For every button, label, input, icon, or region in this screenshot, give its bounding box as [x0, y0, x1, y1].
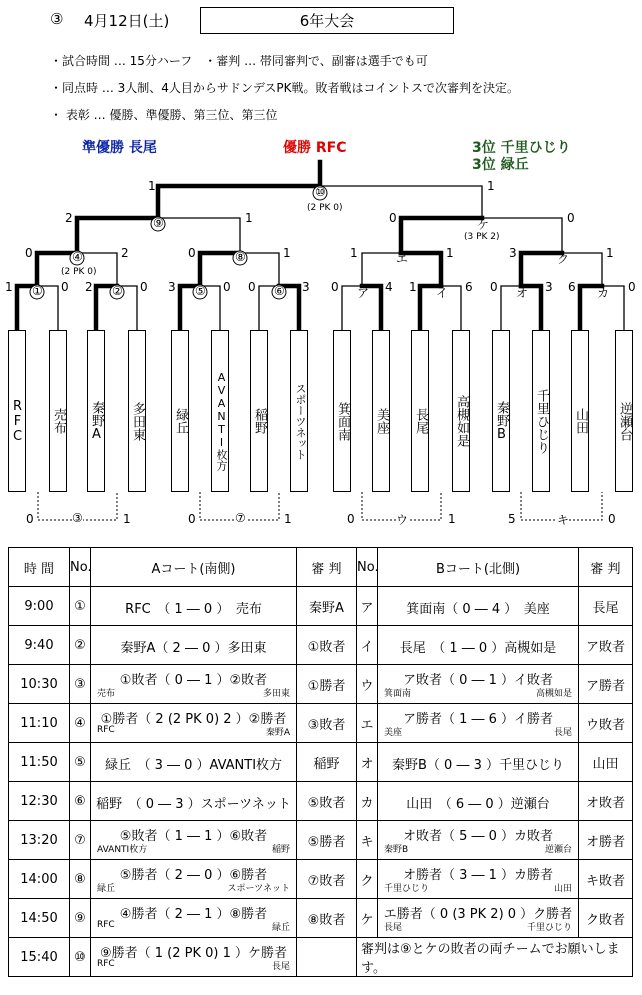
match-team-name: 千里ひじり: [384, 884, 430, 894]
court-a-match: [91, 860, 297, 899]
pk-final: (2 PK 0): [307, 203, 343, 213]
score: 2: [65, 211, 73, 225]
match-team-name: RFC: [97, 725, 115, 735]
score: 0: [188, 246, 196, 260]
third-place-1-label: 3位 千里ひじり: [472, 140, 571, 156]
team-box: 多田東: [128, 330, 146, 492]
match-text: オ勝者（ 3 ― 1 ）カ勝者: [402, 868, 554, 883]
tournament-date: 4月12日(土): [84, 12, 170, 30]
referee-b: 長尾: [579, 587, 633, 626]
tournament-number: ③: [50, 10, 64, 28]
team-box: 箕面南: [333, 330, 351, 492]
match-label-ka: カ: [597, 286, 610, 300]
team-box: 山田: [571, 330, 589, 492]
match-text: ア敗者（ 0 ― 1 ）イ敗者: [402, 673, 554, 688]
referee-a: ⑦敗者: [297, 860, 357, 899]
match-team-name: RFC: [97, 920, 115, 930]
score: 3: [545, 280, 553, 294]
match-team-name: 多田東: [262, 689, 290, 699]
final-referee-note: 審判は⑨とケの敗者の両チームでお願いします。: [357, 938, 633, 977]
match-number-b: オ: [357, 743, 378, 782]
score: 1: [148, 179, 156, 193]
match-team-name: 秦野B: [384, 845, 409, 855]
col-header-time: 時 間: [9, 548, 70, 587]
time-cell: 14:50: [9, 899, 70, 938]
match-text: 稲野 （ 0 ― 3 ）スポーツネット: [96, 796, 291, 812]
court-a-match: [91, 821, 297, 860]
table-row: [9, 860, 633, 899]
score: 1: [284, 512, 292, 526]
referee-b: ア敗者: [579, 626, 633, 665]
match-number-b: キ: [357, 821, 378, 860]
team-box: 美座: [372, 330, 390, 492]
match-number-a: ③: [70, 665, 91, 704]
score: 1: [409, 280, 417, 294]
match-text: 山田 （ 6 ― 0 ）逆瀬台: [406, 796, 550, 812]
score: 0: [25, 246, 33, 260]
team-box: RFC: [8, 330, 26, 492]
score: 2: [121, 246, 129, 260]
court-a-match: [91, 626, 297, 665]
referee-b: ク敗者: [579, 899, 633, 938]
match-team-name: 秦野A: [265, 728, 290, 738]
court-b-match: [378, 860, 579, 899]
court-a-match: [91, 899, 297, 938]
court-a-match: [91, 782, 297, 821]
match-number-b: エ: [357, 704, 378, 743]
score: 6: [465, 280, 473, 294]
score: 0: [26, 512, 34, 526]
col-header-referee-b: 審 判: [579, 548, 633, 587]
match-label-2: ②: [112, 284, 123, 298]
court-b-match: [378, 665, 579, 704]
third-place-2-label: 3位 緑丘: [472, 157, 529, 173]
score: 4: [385, 280, 393, 294]
match-text: ⑤勝者（ 2 ― 0 ）⑥勝者: [119, 868, 268, 883]
rule-line-2: ・同点時 … 3人制、4人目からサドンデスPK戦。敗者戦はコイントスで次審判を決定。: [50, 81, 520, 95]
table-row: [9, 587, 633, 626]
match-number-a: ⑤: [70, 743, 91, 782]
time-cell: 13:20: [9, 821, 70, 860]
team-box: 売布: [49, 330, 67, 492]
tournament-title: 6年大会: [200, 7, 454, 34]
score: 1: [448, 512, 456, 526]
match-number-a: ②: [70, 626, 91, 665]
col-header-no: No.: [357, 548, 378, 587]
match-label-8: ⑧: [235, 250, 246, 264]
col-header-court-b: Bコート(北側): [378, 548, 579, 587]
match-team-name: 山田: [553, 884, 572, 894]
referee-a: ⑧敗者: [297, 899, 357, 938]
match-label-10: ⑩: [315, 185, 326, 199]
table-row: [9, 665, 633, 704]
court-a-match: [91, 704, 297, 743]
score: 0: [608, 512, 616, 526]
team-box: 秦野B: [492, 330, 510, 492]
match-number-a: ⑨: [70, 899, 91, 938]
match-team-name: スポーツネット: [227, 884, 290, 894]
match-label-5: ⑤: [195, 284, 206, 298]
referee-b: ア勝者: [579, 665, 633, 704]
match-team-name: 長尾: [553, 728, 572, 738]
match-number-a: ⑦: [70, 821, 91, 860]
match-text: 秦野B（ 0 ― 3 ）千里ひじり: [392, 757, 564, 773]
runner-up-label: 準優勝 長尾: [82, 140, 157, 156]
court-b-match: [378, 587, 579, 626]
match-label-9: ⑨: [153, 216, 164, 230]
table-row: [9, 821, 633, 860]
match-team-name: 稲野: [271, 845, 290, 855]
match-team-name: AVANTI枚方: [97, 845, 148, 855]
match-number-a: ⑩: [70, 938, 91, 977]
referee-a: ①敗者: [297, 626, 357, 665]
court-a-match: [91, 665, 297, 704]
match-label-1: ①: [32, 284, 43, 298]
referee-a: ⑤敗者: [297, 782, 357, 821]
pk-match-ke: (3 PK 2): [464, 232, 500, 242]
court-b-match: [378, 821, 579, 860]
match-label-7: ⑦: [235, 511, 246, 525]
team-box: 稲野: [250, 330, 268, 492]
court-b-match: [378, 899, 579, 938]
score: 3: [302, 280, 310, 294]
match-text: ①敗者（ 0 ― 1 ）②敗者: [119, 673, 268, 688]
match-label-6: ⑥: [274, 284, 285, 298]
score: 0: [490, 280, 498, 294]
match-number-b: ク: [357, 860, 378, 899]
score: 0: [140, 280, 148, 294]
match-label-4: ④: [72, 250, 83, 264]
score: 5: [508, 512, 516, 526]
time-cell: 9:00: [9, 587, 70, 626]
time-cell: 15:40: [9, 938, 70, 977]
match-team-name: 緑丘: [97, 884, 116, 894]
team-box: 長尾: [411, 330, 429, 492]
match-label-a: ア: [357, 286, 370, 300]
table-row: [9, 743, 633, 782]
score: 1: [123, 512, 131, 526]
match-text: オ敗者（ 5 ― 0 ）カ敗者: [402, 829, 554, 844]
match-label-e: エ: [396, 252, 409, 266]
time-cell: 9:40: [9, 626, 70, 665]
referee-a: 稲野: [297, 743, 357, 782]
court-a-match: [91, 743, 297, 782]
score: 0: [248, 280, 256, 294]
rule-line-3: ・ 表彰 … 優勝、準優勝、第三位、第三位: [50, 108, 278, 122]
team-box: AVANTI枚方: [211, 330, 229, 492]
winner-label: 優勝 RFC: [283, 140, 347, 156]
court-a-match: [91, 938, 297, 977]
score: 1: [350, 246, 358, 260]
referee-b: キ敗者: [579, 860, 633, 899]
match-number-b: ウ: [357, 665, 378, 704]
match-text: ア勝者（ 1 ― 6 ）イ勝者: [402, 712, 554, 727]
match-number-b: カ: [357, 782, 378, 821]
table-header-row: [9, 548, 633, 587]
match-label-o: オ: [516, 286, 529, 300]
schedule-table: [8, 547, 633, 977]
match-team-name: RFC: [97, 959, 115, 969]
score: 0: [347, 512, 355, 526]
match-text: ④勝者（ 2 ― 1 ）⑧勝者: [119, 907, 268, 922]
match-text: エ勝者（ 0 (3 PK 2) 0 ）ク勝者: [383, 907, 573, 922]
match-team-name: 売布: [97, 689, 116, 699]
table-row: [9, 782, 633, 821]
match-team-name: 逆瀬台: [544, 845, 572, 855]
match-team-name: 高槻如是: [535, 689, 572, 699]
score: 3: [168, 280, 176, 294]
score: 1: [487, 179, 495, 193]
table-row: [9, 938, 633, 977]
court-b-match: [378, 743, 579, 782]
match-team-name: 長尾: [271, 962, 290, 972]
team-box: 緑丘: [171, 330, 189, 492]
match-label-u: ウ: [396, 513, 409, 527]
court-b-match: [378, 626, 579, 665]
referee-a: 秦野A: [297, 587, 357, 626]
match-number-a: ④: [70, 704, 91, 743]
score: 6: [568, 280, 576, 294]
time-cell: 10:30: [9, 665, 70, 704]
team-box: スポーツネット: [290, 330, 308, 492]
court-a-match: [91, 587, 297, 626]
match-number-b: イ: [357, 626, 378, 665]
col-header-court-a: Aコート(南側): [91, 548, 297, 587]
match-text: ⑨勝者（ 1 (2 PK 0) 1 ）ケ勝者: [99, 946, 288, 961]
table-row: [9, 626, 633, 665]
court-b-match: [378, 704, 579, 743]
match-team-name: 千里ひじり: [526, 923, 572, 933]
match-text: 長尾 （ 1 ― 0 ）高槻如是: [399, 640, 557, 656]
team-box: 千里ひじり: [532, 330, 550, 492]
referee-b: オ勝者: [579, 821, 633, 860]
referee-b: 山田: [579, 743, 633, 782]
match-text: 秦野A（ 2 ― 0 ）多田東: [120, 640, 267, 656]
referee-a: ⑤勝者: [297, 821, 357, 860]
score: 1: [5, 280, 13, 294]
match-text: 緑丘 （ 3 ― 0 ）AVANTI枚方: [104, 757, 283, 773]
col-header-referee-a: 審 判: [297, 548, 357, 587]
score: 0: [628, 280, 636, 294]
time-cell: 11:10: [9, 704, 70, 743]
match-number-b: ア: [357, 587, 378, 626]
score: 0: [61, 280, 69, 294]
match-label-i: イ: [436, 286, 449, 300]
referee-a: ①勝者: [297, 665, 357, 704]
match-label-ke: ケ: [477, 218, 490, 232]
match-label-ku: ク: [557, 252, 570, 266]
referee-b: ウ敗者: [579, 704, 633, 743]
score: 0: [188, 512, 196, 526]
court-b-match: [378, 782, 579, 821]
col-header-no: No.: [70, 548, 91, 587]
score: 0: [331, 280, 339, 294]
match-text: ①勝者（ 2 (2 PK 0) 2 ）②勝者: [100, 712, 287, 727]
score: 2: [85, 280, 93, 294]
table-row: [9, 704, 633, 743]
score: 3: [509, 246, 517, 260]
table-row: [9, 899, 633, 938]
match-text: ⑤敗者（ 1 ― 1 ）⑥敗者: [119, 829, 268, 844]
match-label-ki: キ: [557, 513, 570, 527]
score: 1: [606, 246, 614, 260]
score: 1: [245, 211, 253, 225]
pk-match-4: (2 PK 0): [61, 267, 97, 277]
match-team-name: 箕面南: [384, 689, 412, 699]
score: 0: [389, 211, 397, 225]
match-number-b: ケ: [357, 899, 378, 938]
rule-line-1: ・試合時間 … 15分ハーフ ・審判 … 帯同審判で、副審は選手でも可: [50, 54, 428, 68]
referee-b: オ敗者: [579, 782, 633, 821]
match-text: 箕面南（ 0 ― 4 ） 美座: [406, 601, 550, 617]
match-label-3: ③: [72, 511, 83, 525]
score: 0: [567, 211, 575, 225]
team-box: 秦野A: [87, 330, 105, 492]
match-number-a: ⑧: [70, 860, 91, 899]
referee-a: [297, 938, 357, 977]
match-team-name: 美座: [384, 728, 403, 738]
score: 1: [446, 246, 454, 260]
team-box: 高槻如是: [452, 330, 470, 492]
match-number-a: ①: [70, 587, 91, 626]
match-team-name: 長尾: [384, 923, 403, 933]
referee-a: ③敗者: [297, 704, 357, 743]
score: 0: [223, 280, 231, 294]
time-cell: 12:30: [9, 782, 70, 821]
score: 1: [283, 246, 291, 260]
match-number-a: ⑥: [70, 782, 91, 821]
time-cell: 11:50: [9, 743, 70, 782]
team-box: 逆瀬台: [615, 330, 633, 492]
match-team-name: 緑丘: [271, 923, 290, 933]
time-cell: 14:00: [9, 860, 70, 899]
match-text: RFC （ 1 ― 0 ） 売布: [125, 601, 262, 617]
